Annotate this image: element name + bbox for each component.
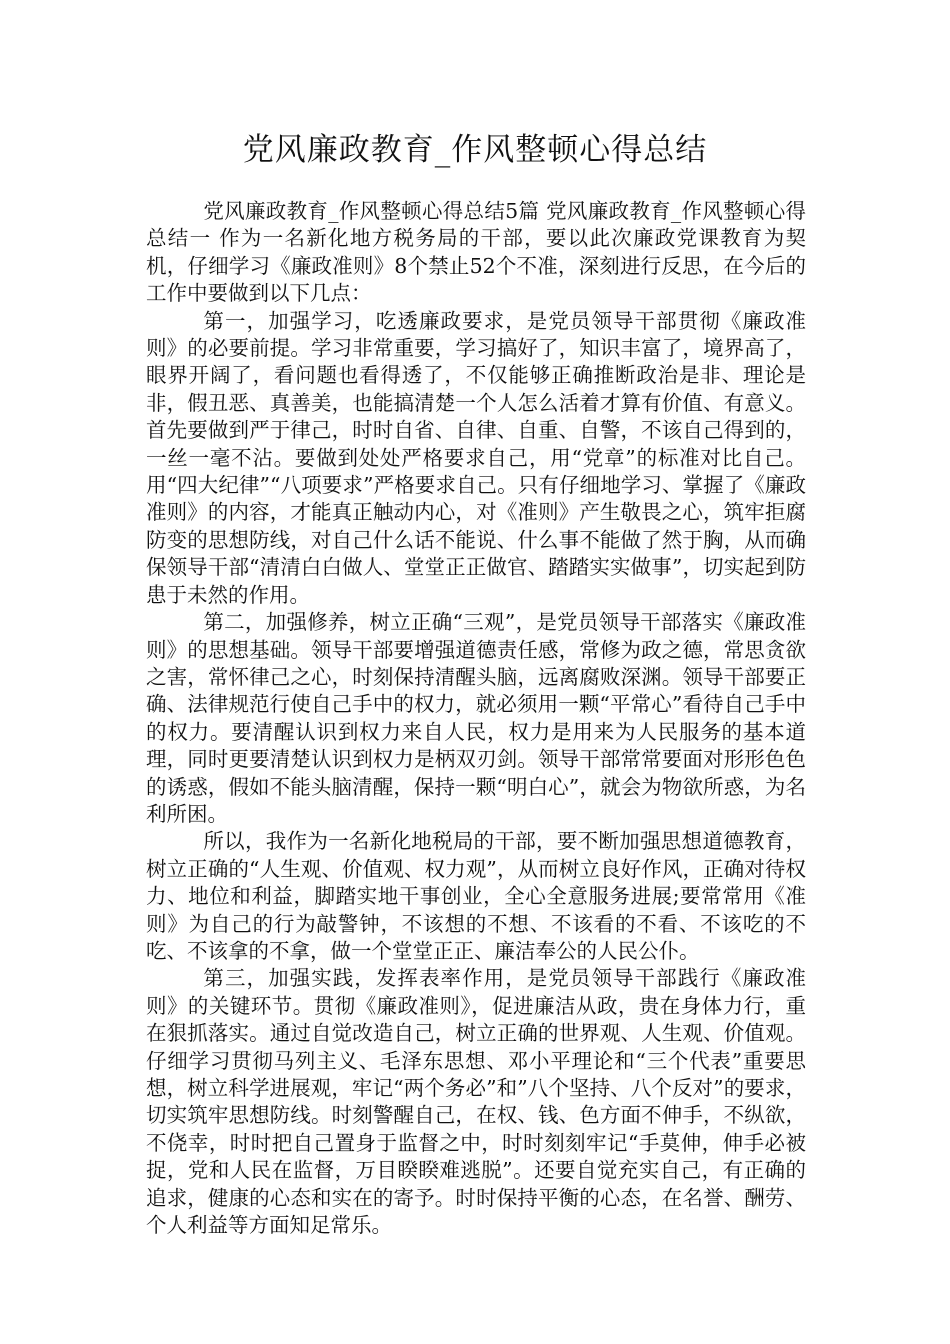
paragraph-second-point: 第二，加强修养，树立正确“三观”，是党员领导干部落实《廉政准则》的思想基础。领导干部要增强道德责任感，常修为政之德，常思贪欲之害，常怀律己之心，时刻保持清醒头脑，远离腐败深渊。领导干部要正确、法律规范行使自己手中的权力，就必须用一颗“平常心”看待自己手中的权力。要清醒认识到权力来自人民，权力是用来为人民服务的基本道理，同时更要清楚认识到权力是柄双刃剑。领导干部常常要面对形形色色的诱惑，假如不能头脑清醒，保持一颗“明白心”，就会为物欲所惑，为名利所困。	[146, 610, 806, 826]
paragraph-therefore: 所以，我作为一名新化地税局的干部，要不断加强思想道德教育，树立正确的“人生观、价值观、权力观”，从而树立良好作风，正确对待权力、地位和利益，脚踏实地干事创业，全心全意服务进展;要常常用《准则》为自己的行为敲警钟，不该想的不想、不该看的不看、不该吃的不吃、不该拿的不拿，做一个堂堂正正、廉洁奉公的人民公仆。	[146, 829, 806, 963]
paragraph-first-point: 第一，加强学习，吃透廉政要求，是党员领导干部贯彻《廉政准则》的必要前提。学习非常重要，学习搞好了，知识丰富了，境界高了，眼界开阔了，看问题也看得透了，不仅能够正确推断政治是非、理论是非，假丑恶、真善美，也能搞清楚一个人怎么活着才算有价值、有意义。首先要做到严于律己，时时自省、自律、自重、自警，不该自己得到的，一丝一毫不沾。要做到处处严格要求自己，用“党章”的标准对比自己。用“四大纪律”“八项要求”严格要求自己。只有仔细地学习、掌握了《廉政准则》的内容，才能真正触动内心，对《准则》产生敬畏之心，筑牢拒腐防变的思想防线，对自己什么话不能说、什么事不能做了然于胸，从而确保领导干部“清清白白做人、堂堂正正做官、踏踏实实做事”，切实起到防患于未然的作用。	[146, 308, 806, 607]
document-body	[146, 198, 806, 1239]
paragraph-third-point: 第三，加强实践，发挥表率作用，是党员领导干部践行《廉政准则》的关键环节。贯彻《廉政准则》，促进廉洁从政，贵在身体力行，重在狠抓落实。通过自觉改造自己，树立正确的世界观、人生观、价值观。仔细学习贯彻马列主义、毛泽东思想、邓小平理论和“三个代表”重要思想，树立科学进展观，牢记“两个务必”和”八个坚持、八个反对”的要求，切实筑牢思想防线。时刻警醒自己，在权、钱、色方面不伸手，不纵欲，不侥幸，时时把自己置身于监督之中，时时刻刻牢记“手莫伸，伸手必被捉，党和人民在监督，万目睽睽难逃脱”。还要自觉充实自己，有正确的追求，健康的心态和实在的寄予。时时保持平衡的心态，在名誉、酬劳、个人利益等方面知足常乐。	[146, 966, 806, 1238]
document-title: 党风廉政教育_作风整顿心得总结	[242, 132, 708, 168]
paragraph-intro: 党风廉政教育_作风整顿心得总结5篇 党风廉政教育_作风整顿心得总结一 作为一名新化地方税务局的干部，要以此次廉政党课教育为契机，仔细学习《廉政准则》8个禁止52个不准，深刻进行反思，在今后的工作中要做到以下几点：	[146, 199, 806, 306]
